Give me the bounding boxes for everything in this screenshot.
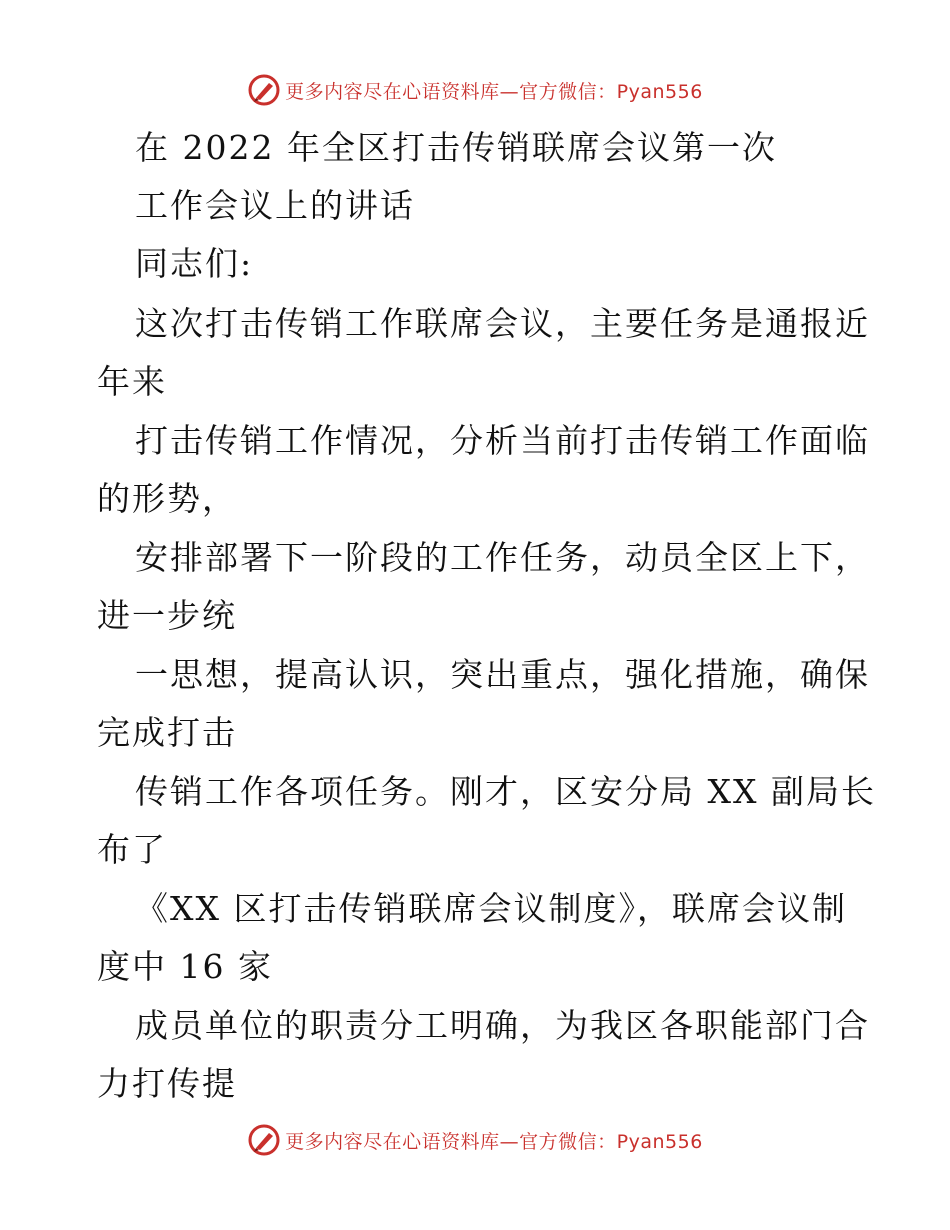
watermark-text: 更多内容尽在心语资料库—官方微信：Pyan556 [285, 1130, 703, 1153]
pen-logo-icon [247, 73, 281, 107]
title-line-1: 在 2022 年全区打击传销联席会议第一次 [135, 128, 777, 167]
text-line: 《XX 区打击传销联席会议制度》，联席会议制 [135, 889, 847, 928]
text-line: 安排部署下一阶段的工作任务，动员全区上下， [135, 538, 870, 577]
text-line: 这次打击传销工作联席会议，主要任务是通报近 [135, 304, 870, 343]
pen-logo-icon [247, 1123, 281, 1157]
salutation: 同志们: [135, 244, 254, 283]
text-line: 完成打击 [97, 713, 237, 752]
text-line: 传销工作各项任务。刚才，区安分局 XX 副局长 [135, 772, 876, 811]
text-line: 进一步统 [97, 596, 237, 635]
header-watermark [0, 70, 950, 110]
title-line-2: 工作会议上的讲话 [135, 186, 415, 225]
text-line: 一思想，提高认识，突出重点，强化措施，确保 [135, 655, 870, 694]
footer-watermark [0, 1120, 950, 1160]
text-line: 打击传销工作情况，分析当前打击传销工作面临 [135, 421, 870, 460]
text-line: 成员单位的职责分工明确，为我区各职能部门合 [135, 1006, 870, 1045]
watermark-text: 更多内容尽在心语资料库—官方微信：Pyan556 [285, 80, 703, 103]
text-line: 年来 [97, 362, 167, 401]
text-line: 力打传提 [97, 1064, 237, 1103]
text-line: 布了 [97, 830, 167, 869]
text-line: 度中 16 家 [97, 947, 273, 986]
text-line: 的形势， [97, 479, 237, 518]
